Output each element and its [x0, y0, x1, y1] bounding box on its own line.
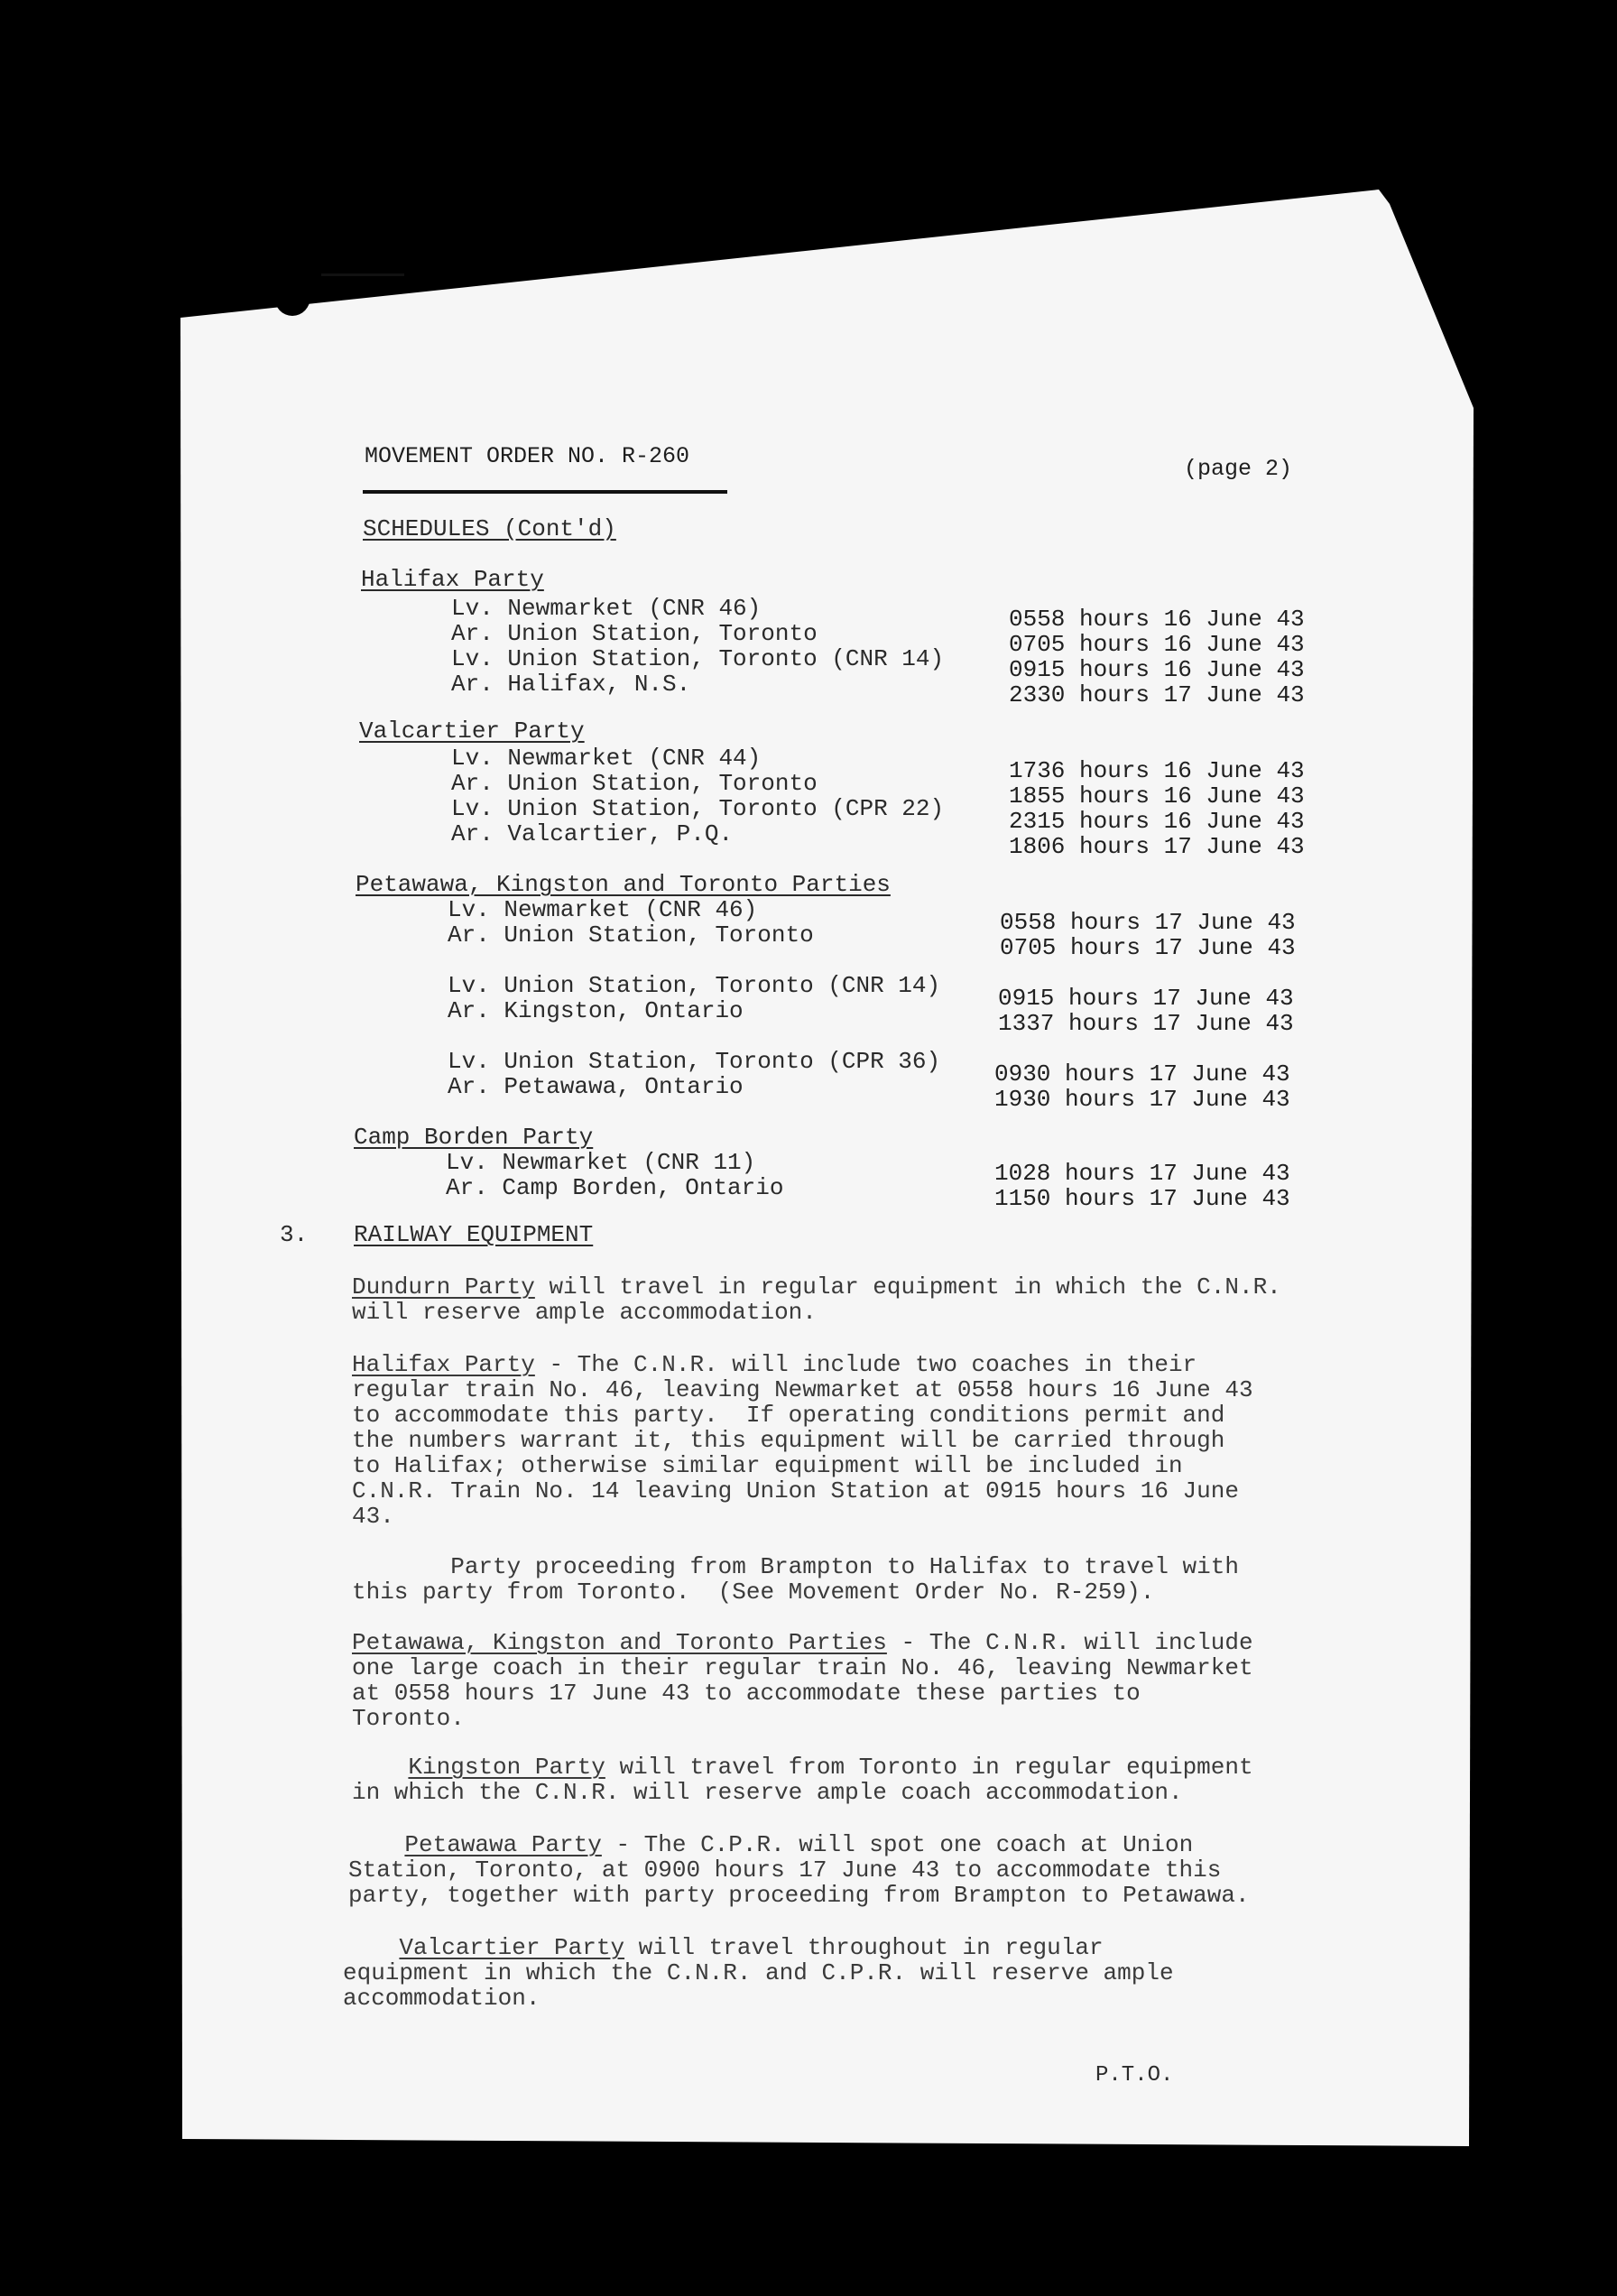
paragraph: Party proceeding from Brampton to Halifax to travel with this party from Toronto. (See Movement Order No. R-259). [352, 1553, 1239, 1606]
schedule-time: 2315 hours 16 June 43 [1009, 808, 1305, 835]
schedule-time: 0705 hours 17 June 43 [1000, 934, 1296, 961]
schedule-time: 1337 hours 17 June 43 [998, 1010, 1294, 1037]
schedule-row: Ar. Camp Borden, Ontario [446, 1174, 784, 1201]
schedule-time: 0930 hours 17 June 43 [994, 1060, 1290, 1088]
section-number: 3. [280, 1221, 309, 1248]
schedule-row: Lv. Union Station, Toronto (CNR 14) [451, 645, 945, 672]
schedule-row: Ar. Valcartier, P.Q. [451, 820, 734, 847]
paragraph: Halifax Party - The C.N.R. will include two coaches in their regular train No. 46, leaving Newmarket at 0558 hours 16 June 43 to accommodate this party. If operating conditions permit and the numbers warrant it, this equipment will be carried through to Halifax; otherwise similar equipment will be included in C.N.R. Train No. 14 leaving Union Station at 0915 hours 16 June 43. [352, 1351, 1253, 1530]
schedule-row: Ar. Union Station, Toronto [448, 921, 814, 949]
schedule-time: 1806 hours 17 June 43 [1009, 833, 1305, 860]
paragraph: Dundurn Party will travel in regular equipment in which the C.N.R. will reserve ample accommodation. [352, 1273, 1281, 1326]
paragraph: Petawawa Party - The C.P.R. will spot one coach at Union Station, Toronto, at 0900 hours 17 June 43 to accommodate this party, together with party proceeding from Brampton to Petawawa. [348, 1831, 1250, 1909]
schedule-time: 0705 hours 16 June 43 [1009, 631, 1305, 658]
schedule-row: Lv. Newmarket (CNR 44) [451, 745, 762, 772]
paragraph-lead: Petawawa, Kingston and Toronto Parties [352, 1629, 887, 1656]
schedule-time: 0915 hours 16 June 43 [1009, 656, 1305, 683]
schedules-heading: SCHEDULES (Cont'd) [363, 515, 616, 542]
schedule-time: 2330 hours 17 June 43 [1009, 681, 1305, 708]
schedule-row: Lv. Newmarket (CNR 46) [451, 595, 762, 622]
document-title: MOVEMENT ORDER NO. R-260 [365, 443, 690, 469]
schedule-row: Lv. Union Station, Toronto (CPR 36) [448, 1048, 941, 1075]
schedule-row: Ar. Union Station, Toronto [451, 620, 818, 647]
section-heading: RAILWAY EQUIPMENT [354, 1221, 594, 1248]
paragraph-lead: Valcartier Party [399, 1934, 625, 1961]
paragraph-lead: Kingston Party [408, 1754, 605, 1781]
schedule-row: Lv. Newmarket (CNR 46) [448, 896, 758, 923]
schedule-row: Ar. Kingston, Ontario [448, 997, 744, 1024]
paragraph-lead: Halifax Party [352, 1351, 535, 1378]
title-underline [363, 490, 727, 494]
schedule-time: 1028 hours 17 June 43 [994, 1160, 1290, 1187]
schedule-row: Lv. Newmarket (CNR 11) [446, 1149, 756, 1176]
schedule-time: 0558 hours 16 June 43 [1009, 606, 1305, 633]
schedule-group-title: Camp Borden Party [354, 1124, 594, 1151]
schedule-group-title: Petawawa, Kingston and Toronto Parties [356, 871, 891, 898]
schedule-time: 1855 hours 16 June 43 [1009, 782, 1305, 810]
schedule-row: Lv. Union Station, Toronto (CNR 14) [448, 972, 941, 999]
paragraph: Valcartier Party will travel throughout in regular equipment in which the C.N.R. and C.P.R. will reserve ample accommodation. [343, 1934, 1174, 2012]
schedule-row: Ar. Petawawa, Ontario [448, 1073, 744, 1100]
paragraph: Petawawa, Kingston and Toronto Parties - The C.N.R. will include one large coach in their regular train No. 46, leaving Newmarket at 0558 hours 17 June 43 to accommodate these parties to Toronto. [352, 1629, 1253, 1732]
punch-mark-line [321, 273, 404, 276]
schedule-time: 1736 hours 16 June 43 [1009, 757, 1305, 784]
paragraph: Kingston Party will travel from Toronto in regular equipment in which the C.N.R. will reserve ample coach accommodation. [352, 1754, 1253, 1806]
schedule-time: 0915 hours 17 June 43 [998, 985, 1294, 1012]
paragraph-lead: Petawawa Party [404, 1831, 602, 1858]
page-number: (page 2) [1184, 456, 1293, 482]
schedule-row: Ar. Union Station, Toronto [451, 770, 818, 797]
schedule-row: Lv. Union Station, Toronto (CPR 22) [451, 795, 945, 822]
schedule-time: 0558 hours 17 June 43 [1000, 909, 1296, 936]
punch-hole [274, 278, 310, 316]
schedule-time: 1150 hours 17 June 43 [994, 1185, 1290, 1212]
paragraph-lead: Dundurn Party [352, 1273, 535, 1301]
schedule-group-title: Halifax Party [361, 566, 544, 593]
schedule-time: 1930 hours 17 June 43 [994, 1086, 1290, 1113]
schedule-group-title: Valcartier Party [359, 718, 585, 745]
schedule-row: Ar. Halifax, N.S. [451, 671, 691, 698]
pto-note: P.T.O. [1095, 2063, 1174, 2088]
